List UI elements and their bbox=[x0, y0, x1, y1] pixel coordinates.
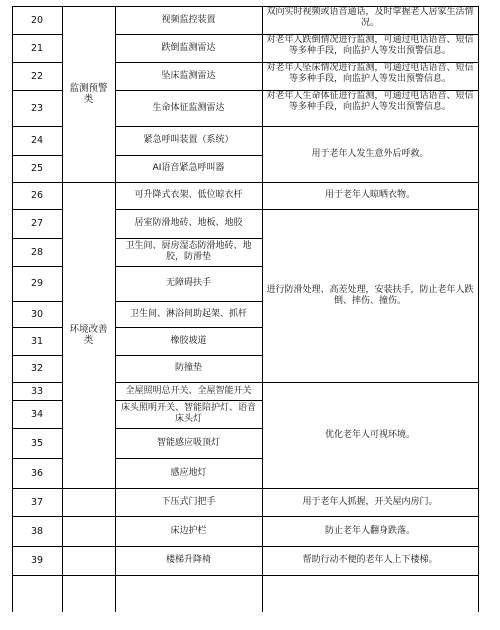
item-name: 楼梯升降椅 bbox=[165, 555, 211, 565]
row-number: 23 bbox=[30, 102, 44, 114]
row-number: 24 bbox=[30, 135, 44, 146]
item-name: 卫生间、厨房湿态防滑地砖、地胶，防滑垫 bbox=[125, 241, 252, 262]
merged-description: 进行防滑处理、高差处理，安装扶手，防止老年人跌倒、摔伤、撞伤。 bbox=[266, 285, 474, 306]
row-number: 30 bbox=[30, 308, 44, 320]
item-name: AI语音紧急呼叫器 bbox=[152, 163, 225, 173]
row-divider bbox=[62, 546, 116, 547]
item-description: 防止老年人翻身跌落。 bbox=[324, 525, 415, 536]
item-description: 对老年人生命体征进行监测，可通过电话语音、短信等多种手段，向监护人等发出预警信息。 bbox=[266, 91, 474, 112]
item-name: 无障碍扶手 bbox=[165, 278, 211, 288]
item-name: 紧急呼叫装置（系统） bbox=[143, 135, 234, 145]
row-divider bbox=[62, 488, 116, 489]
row-number: 39 bbox=[30, 555, 44, 566]
item-name: 跌倒监测雷达 bbox=[161, 42, 216, 53]
item-name: 床头照明开关、智能陪护灯、语音床头灯 bbox=[120, 403, 256, 424]
category-environment: 环境改善类 bbox=[69, 324, 108, 346]
row-number: 22 bbox=[30, 70, 44, 82]
item-name: 卫生间、淋浴间助起架、抓杆 bbox=[129, 308, 247, 319]
row-number: 32 bbox=[30, 363, 44, 374]
item-description: 对老年人坠床情况进行监测，可通过电话语音、短信等多种手段，向监护人等发出预警信息。 bbox=[266, 63, 474, 84]
item-name: 防撞垫 bbox=[174, 363, 202, 373]
row-number: 28 bbox=[30, 246, 44, 258]
row-number: 38 bbox=[30, 525, 44, 537]
row-number: 25 bbox=[30, 163, 44, 174]
merged-description: 优化老年人可视环境。 bbox=[324, 429, 415, 440]
item-name: 可升降式衣架、低位晾衣杆 bbox=[134, 190, 243, 200]
row-number: 36 bbox=[30, 467, 44, 479]
row-number: 27 bbox=[30, 218, 44, 229]
item-name: 下压式门把手 bbox=[161, 496, 216, 507]
row-number: 20 bbox=[30, 14, 44, 26]
item-name: 坠床监测雷达 bbox=[161, 70, 216, 81]
item-name: 感应地灯 bbox=[170, 467, 207, 478]
row-number: 34 bbox=[30, 408, 44, 420]
item-name: 视频监控装置 bbox=[161, 14, 216, 25]
row-number: 29 bbox=[30, 278, 44, 289]
row-divider bbox=[62, 516, 116, 517]
category-monitoring: 监测预警类 bbox=[69, 83, 108, 105]
item-name: 居室防滑地砖、地板、地胶 bbox=[134, 218, 243, 228]
merged-description: 用于老年人发生意外后呼救。 bbox=[311, 148, 429, 159]
item-description: 对老年人跌倒情况进行监测，可通过电话语音、短信等多种手段，向监护人等发出预警信息。 bbox=[266, 35, 474, 56]
item-description: 用于老年人晾晒衣物。 bbox=[324, 190, 415, 201]
row-number: 33 bbox=[30, 385, 44, 397]
row-number: 26 bbox=[30, 190, 44, 201]
row-number: 21 bbox=[30, 42, 44, 54]
row-number: 31 bbox=[30, 335, 44, 347]
item-description: 帮助行动不便的老年人上下楼梯。 bbox=[302, 555, 438, 566]
item-name: 全屋照明总开关、全屋智能开关 bbox=[125, 385, 252, 396]
row-number: 37 bbox=[30, 496, 44, 508]
item-description: 用于老年人抓握，开关屋内房门。 bbox=[302, 496, 438, 507]
table-border bbox=[12, 575, 479, 576]
item-name: 橡胶坡道 bbox=[170, 335, 207, 346]
row-number: 35 bbox=[30, 437, 44, 449]
item-description: 双向实时视频或语音通话，及时掌握老人居家生活情况。 bbox=[266, 7, 474, 28]
item-name: 床边护栏 bbox=[170, 525, 207, 536]
column-border-4 bbox=[478, 6, 479, 612]
item-name: 生命体征监测雷达 bbox=[152, 102, 225, 113]
item-name: 智能感应吸顶灯 bbox=[156, 437, 220, 448]
